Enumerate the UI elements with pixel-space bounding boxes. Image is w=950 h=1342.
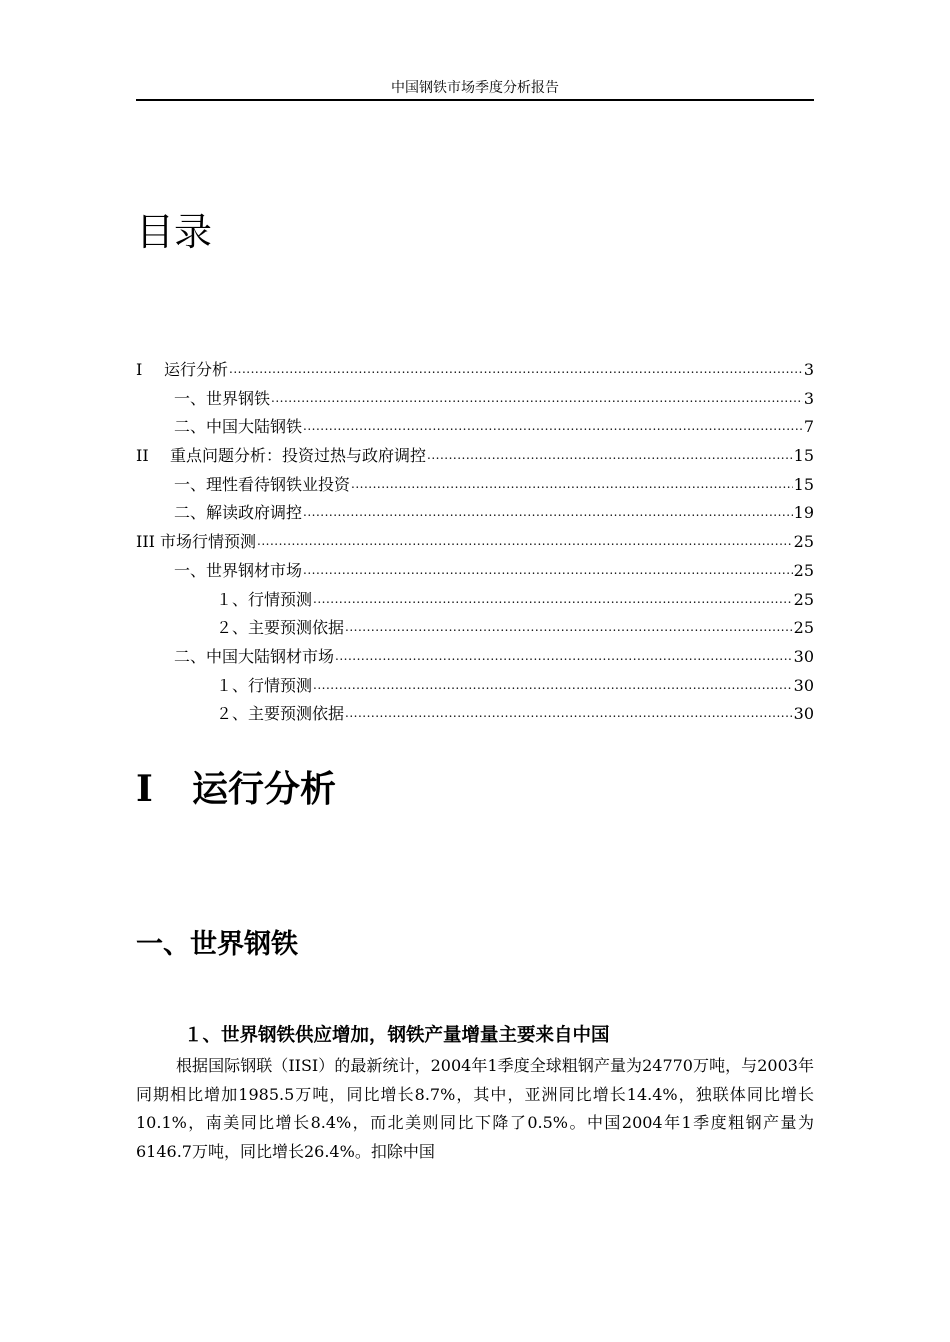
toc-entry-number: III bbox=[136, 532, 155, 552]
toc-entry-label: ２、主要预测依据 bbox=[136, 614, 344, 642]
toc-entry-label: 二、解读政府调控 bbox=[136, 499, 302, 527]
toc-entry[interactable] bbox=[136, 470, 814, 499]
toc-dot-leader bbox=[313, 585, 793, 605]
toc-entry-page: 30 bbox=[793, 704, 814, 724]
toc-title: 目录 bbox=[136, 210, 213, 254]
toc-entry-label: 一、世界钢材市场 bbox=[136, 557, 302, 585]
toc-dot-leader bbox=[303, 556, 793, 576]
toc-dot-leader bbox=[427, 441, 793, 461]
toc-dot-leader bbox=[271, 384, 803, 404]
page-header-title: 中国钢铁市场季度分析报告 bbox=[391, 80, 559, 96]
toc-entry-label bbox=[136, 528, 256, 556]
toc-dot-leader bbox=[345, 613, 793, 633]
toc-dot-leader bbox=[351, 470, 793, 490]
toc-entry-number: I bbox=[136, 360, 143, 379]
toc-dot-leader bbox=[229, 355, 803, 375]
header-rule bbox=[136, 99, 814, 101]
toc-entry-label bbox=[136, 442, 426, 470]
toc-entry-number: II bbox=[136, 446, 149, 466]
toc-entry-page: 3 bbox=[803, 388, 814, 408]
toc-entry-label: 二、中国大陆钢铁 bbox=[136, 413, 302, 441]
toc-entry[interactable] bbox=[136, 355, 814, 384]
toc-dot-leader bbox=[335, 642, 793, 662]
part-heading bbox=[136, 763, 336, 816]
toc-entry-page: 7 bbox=[803, 417, 814, 437]
toc-entry-page: 19 bbox=[793, 503, 814, 523]
toc-entry[interactable] bbox=[136, 556, 814, 585]
toc-entry-text: 运行分析 bbox=[164, 360, 229, 379]
toc-entry-label: １、行情预测 bbox=[136, 586, 312, 614]
toc-entry-page: 15 bbox=[793, 446, 814, 466]
toc-entry-text: 重点问题分析：投资过热与政府调控 bbox=[170, 446, 427, 466]
toc-entry-page: 25 bbox=[793, 560, 814, 580]
part-title: 运行分析 bbox=[192, 769, 337, 810]
toc-entry-text: 市场行情预测 bbox=[160, 532, 257, 552]
toc-entry-page: 25 bbox=[793, 589, 814, 609]
part-number: I bbox=[136, 768, 153, 810]
toc-entry-label: 一、世界钢铁 bbox=[136, 385, 270, 413]
toc-entry[interactable] bbox=[136, 613, 814, 642]
toc-entry-page: 3 bbox=[803, 360, 814, 379]
toc-entry-page: 25 bbox=[793, 618, 814, 638]
table-of-contents bbox=[136, 355, 814, 728]
toc-entry[interactable] bbox=[136, 527, 814, 556]
toc-entry[interactable] bbox=[136, 642, 814, 671]
toc-entry[interactable] bbox=[136, 412, 814, 441]
toc-entry-page: 25 bbox=[793, 532, 814, 552]
toc-entry-page: 15 bbox=[793, 474, 814, 494]
toc-entry-label: 一、理性看待钢铁业投资 bbox=[136, 471, 350, 499]
toc-entry[interactable] bbox=[136, 699, 814, 728]
toc-entry[interactable] bbox=[136, 585, 814, 614]
body-paragraph: 根据国际钢联（IISI）的最新统计，2004年1季度全球粗钢产量为24770万吨，与2003年同期相比增加1985.5万吨，同比增长8.7%，其中，亚洲同比增长14.4%，独联体同比增长10.1%，南美同比增长8.4%，而北美则同比下降了0.5%。中国2004年1季度粗钢产量为6146.7万吨，同比增长26.4%。扣除中国 bbox=[136, 1056, 814, 1161]
toc-entry[interactable] bbox=[136, 384, 814, 413]
toc-entry-label: 二、中国大陆钢材市场 bbox=[136, 643, 334, 671]
toc-entry-label: ２、主要预测依据 bbox=[136, 700, 344, 728]
toc-entry-page: 30 bbox=[793, 675, 814, 695]
toc-dot-leader bbox=[303, 412, 803, 432]
toc-entry[interactable] bbox=[136, 671, 814, 700]
toc-entry[interactable] bbox=[136, 498, 814, 527]
toc-dot-leader bbox=[345, 699, 793, 719]
toc-entry-label bbox=[136, 356, 228, 384]
section-heading: 一、世界钢铁 bbox=[136, 929, 298, 960]
toc-dot-leader bbox=[303, 498, 793, 518]
toc-dot-leader bbox=[313, 671, 793, 691]
subsection-heading: １、世界钢铁供应增加，钢铁产量增量主要来自中国 bbox=[184, 1025, 610, 1046]
toc-entry-label: １、行情预测 bbox=[136, 672, 312, 700]
toc-entry[interactable] bbox=[136, 441, 814, 470]
toc-entry-page: 30 bbox=[793, 646, 814, 666]
toc-dot-leader bbox=[257, 527, 793, 547]
